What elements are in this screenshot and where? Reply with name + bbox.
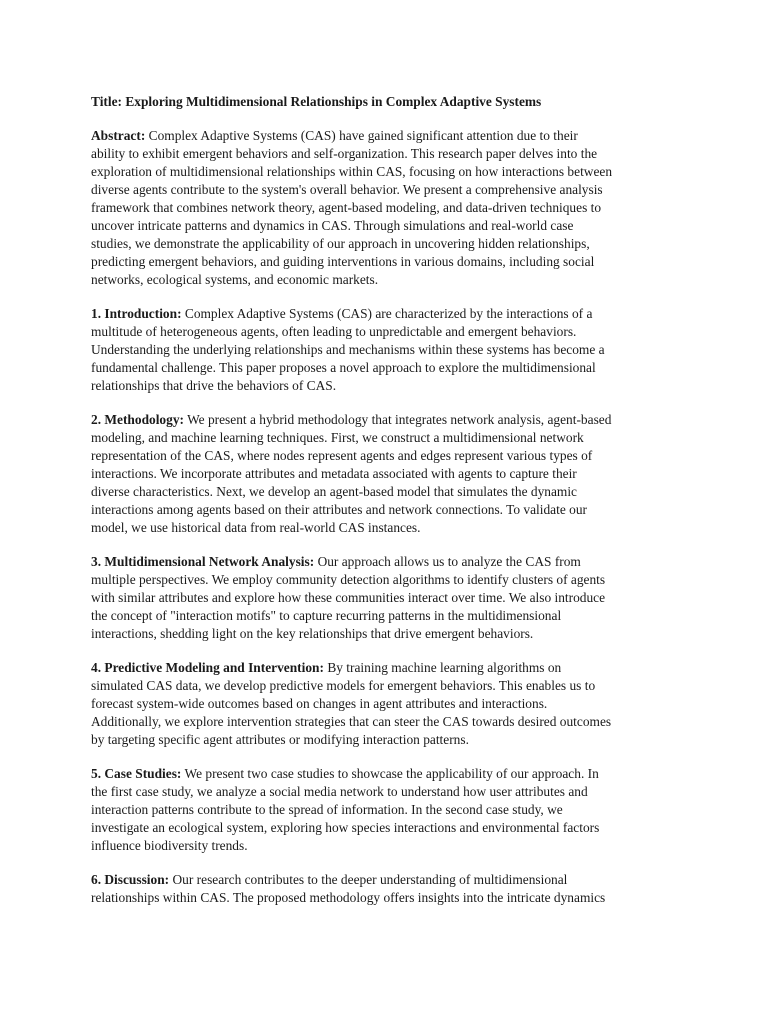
section-text: We present two case studies to showcase the applicability of our approach. In (184, 766, 599, 781)
section-discussion (91, 871, 691, 907)
section-text: Our research contributes to the deeper understanding of multidimensional (172, 872, 568, 887)
section-line (91, 341, 691, 359)
section-line (91, 235, 691, 253)
section-line (91, 607, 691, 625)
section-text: interactions, shedding light on the key relationships that drive emergent behaviors. (91, 626, 534, 641)
section-text: by targeting specific agent attributes or modifying interaction patterns. (91, 732, 469, 747)
section-line (91, 253, 691, 271)
section-text: multiple perspectives. We employ community detection algorithms to identify clusters of agents (91, 572, 606, 587)
section-line (91, 127, 691, 145)
section-line (91, 819, 691, 837)
section-text: Complex Adaptive Systems (CAS) have gained significant attention due to their (148, 128, 578, 143)
section-text: modeling, and machine learning techniques. First, we construct a multidimensional network (91, 430, 584, 445)
section-heading: Abstract: (91, 128, 146, 143)
section-text: Our approach allows us to analyze the CAS from (317, 554, 581, 569)
section-line (91, 501, 691, 519)
section-line (91, 783, 691, 801)
section-line (91, 801, 691, 819)
section-line (91, 359, 691, 377)
section-line (91, 695, 691, 713)
section-line (91, 871, 691, 889)
section-line (91, 305, 691, 323)
section-line (91, 765, 691, 783)
section-heading: 4. Predictive Modeling and Intervention: (91, 660, 324, 675)
section-text: multitude of heterogeneous agents, often leading to unpredictable and emergent behaviors. (91, 324, 577, 339)
section-line (91, 659, 691, 677)
section-text: By training machine learning algorithms on (327, 660, 562, 675)
section-text: exploration of multidimensional relationships within CAS, focusing on how interactions between (91, 164, 613, 179)
section-text: interactions among agents based on their attributes and network connections. To validate our (91, 502, 587, 517)
section-line (91, 447, 691, 465)
section-text: relationships within CAS. The proposed methodology offers insights into the intricate dynamics (91, 890, 606, 905)
section-line (91, 411, 691, 429)
document-title (91, 93, 691, 111)
section-text: interaction patterns contribute to the spread of information. In the second case study, we (91, 802, 563, 817)
section-heading: 5. Case Studies: (91, 766, 182, 781)
title-text: Exploring Multidimensional Relationships in Complex Adaptive Systems (125, 94, 542, 109)
section-introduction (91, 305, 691, 395)
section-line (91, 713, 691, 731)
section-text: studies, we demonstrate the applicability of our approach in uncovering hidden relationships, (91, 236, 590, 251)
section-predictive-modeling (91, 659, 691, 749)
section-line (91, 625, 691, 643)
section-text: We present a hybrid methodology that integrates network analysis, agent-based (187, 412, 612, 427)
section-text: uncover intricate patterns and dynamics in CAS. Through simulations and real-world case (91, 218, 574, 233)
section-text: simulated CAS data, we develop predictive models for emergent behaviors. This enables us to (91, 678, 596, 693)
section-text: relationships that drive the behaviors of CAS. (91, 378, 337, 393)
section-text: Understanding the underlying relationships and mechanisms within these systems has become a (91, 342, 605, 357)
section-line (91, 199, 691, 217)
section-text: with similar attributes and explore how these communities interact over time. We also introduce (91, 590, 606, 605)
section-line (91, 323, 691, 341)
section-line (91, 731, 691, 749)
section-line (91, 145, 691, 163)
section-text: diverse agents contribute to the system's overall behavior. We present a comprehensive analysis (91, 182, 603, 197)
section-methodology (91, 411, 691, 537)
section-heading: 3. Multidimensional Network Analysis: (91, 554, 315, 569)
section-text: investigate an ecological system, exploring how species interactions and environmental factors (91, 820, 600, 835)
section-case-studies (91, 765, 691, 855)
section-text: representation of the CAS, where nodes represent agents and edges represent various types of (91, 448, 593, 463)
section-line (91, 571, 691, 589)
section-text: interactions. We incorporate attributes and metadata associated with agents to capture their (91, 466, 577, 481)
section-text: influence biodiversity trends. (91, 838, 248, 853)
section-line (91, 837, 691, 855)
section-line (91, 589, 691, 607)
section-line (91, 181, 691, 199)
section-line (91, 889, 691, 907)
title-label: Title: (91, 94, 122, 109)
section-text: ability to exhibit emergent behaviors and self-organization. This research paper delves into the (91, 146, 598, 161)
section-heading: 2. Methodology: (91, 412, 184, 427)
section-text: networks, ecological systems, and economic markets. (91, 272, 379, 287)
section-text: Additionally, we explore intervention strategies that can steer the CAS towards desired outcomes (91, 714, 612, 729)
section-text: the concept of "interaction motifs" to capture recurring patterns in the multidimensional (91, 608, 562, 623)
section-line (91, 465, 691, 483)
section-line (91, 553, 691, 571)
section-network-analysis (91, 553, 691, 643)
section-line (91, 677, 691, 695)
section-text: predicting emergent behaviors, and guiding interventions in various domains, including social (91, 254, 595, 269)
section-line (91, 519, 691, 537)
section-heading: 1. Introduction: (91, 306, 182, 321)
section-line (91, 271, 691, 289)
section-line (91, 163, 691, 181)
section-line (91, 217, 691, 235)
section-line (91, 483, 691, 501)
document-body (91, 127, 691, 907)
section-text: fundamental challenge. This paper proposes a novel approach to explore the multidimensional (91, 360, 596, 375)
section-heading: 6. Discussion: (91, 872, 170, 887)
section-line (91, 377, 691, 395)
section-text: Complex Adaptive Systems (CAS) are characterized by the interactions of a (184, 306, 593, 321)
section-abstract (91, 127, 691, 289)
section-text: diverse characteristics. Next, we develop an agent-based model that simulates the dynamic (91, 484, 577, 499)
section-text: the first case study, we analyze a social media network to understand how user attributes and (91, 784, 588, 799)
section-text: framework that combines network theory, agent-based modeling, and data-driven techniques to (91, 200, 602, 215)
document-page (91, 93, 691, 923)
section-text: forecast system-wide outcomes based on changes in agent attributes and interactions. (91, 696, 548, 711)
section-line (91, 429, 691, 447)
section-text: model, we use historical data from real-world CAS instances. (91, 520, 421, 535)
